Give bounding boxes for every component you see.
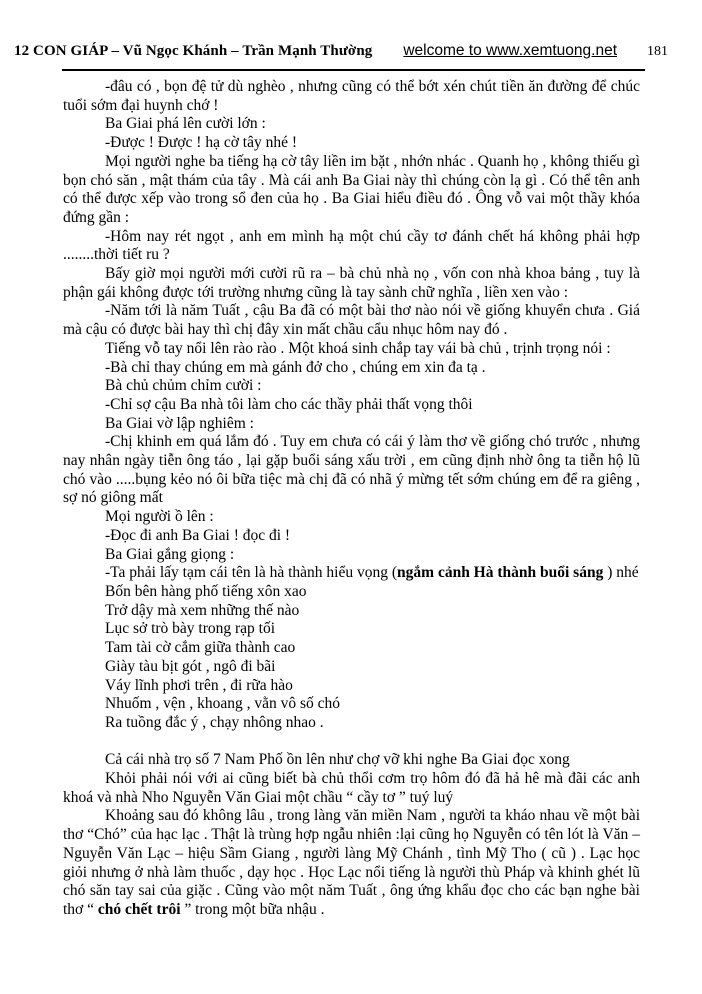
poem-line: Lục sở trò bày trong rạp tối: [105, 620, 276, 638]
paragraph: Khỏi phải nói với ai cũng biết bà chủ thổi cơm trọ hôm đó đã hả hê mà đãi các anh khoá và nhà Nho Nguyễn Văn Giai một chầu “ cầy tơ ” tuý luý: [63, 770, 640, 806]
paragraph: Ba Giai gắng giọng :: [105, 545, 235, 563]
paragraph: Cả cái nhà trọ số 7 Nam Phố ồn lên như chợ vỡ khi nghe Ba Giai đọc xong: [105, 751, 570, 769]
paragraph: -Đọc đi anh Ba Giai ! đọc đi !: [105, 526, 291, 544]
paragraph: Tiếng vỗ tay nổi lên rào rào . Một khoá sinh chắp tay vái bà chủ , trịnh trọng nói :: [105, 339, 611, 357]
poem-line: Trở dậy mà xem những thế nào: [105, 601, 300, 619]
page-number: 181: [647, 44, 668, 59]
paragraph: -Chị khinh em quá lắm đó . Tuy em chưa có cái ý làm thơ về giống chó trước , nhưng nay nhân ngày tiễn ông táo , lại gặp buổi sáng xấu trời , em cũng định nhờ ông ta tiễn hộ lũ chó vào .....bụng kẻo nó ôi bữa tiệc mà chị đã có nhã ý mừng tết sớm chúng em để ra giêng , sợ nó giông mất: [63, 433, 640, 507]
paragraph: Bà chủ chủm chỉm cười :: [105, 377, 262, 395]
paragraph: -đâu có , bọn đệ tử dù nghèo , nhưng cũng có thể bớt xén chút tiền ăn đường để chúc tuổi sớm đại huynh chớ !: [63, 78, 640, 114]
website-link[interactable]: welcome to www.xemtuong.net: [403, 42, 617, 59]
paragraph: -Ta phải lấy tạm cái tên là hà thành hiểu vọng (ngắm cảnh Hà thành buổi sáng ) nhé: [105, 564, 639, 582]
paragraph: -Được ! Được ! hạ cờ tây nhé !: [105, 134, 298, 152]
paragraph: Bấy giờ mọi người mới cười rũ ra – bà chủ nhà nọ , vốn con nhà khoa bảng , tuy là phận gái không được tới trường nhưng cũng là tay sành chữ nghĩa , liền xen vào :: [63, 265, 640, 301]
poem-line: Tam tài cờ cắm giữa thành cao: [105, 639, 296, 657]
paragraph: -Chỉ sợ cậu Ba nhà tôi làm cho các thầy phải thất vọng thôi: [105, 395, 473, 413]
paragraph: Mọi người ồ lên :: [105, 508, 214, 526]
paragraph: -Năm tới là năm Tuất , cậu Ba đã có một bài thơ nào nói về giống khuyển chưa . Giá mà cậu có được bài hay thì chị đây xin mất chầu cẩu nhục hôm nay đó .: [63, 302, 640, 339]
paragraph: -Bà chỉ thay chúng em mà gánh đở cho , chúng em xin đa tạ .: [105, 358, 486, 376]
paragraph: Ba Giai vờ lập nghiêm :: [105, 414, 254, 432]
book-title: 12 CON GIÁP – Vũ Ngọc Khánh – Trần Mạnh Thường: [14, 43, 373, 59]
header-divider: [62, 69, 645, 71]
poem-line: Giày tàu bịt gót , ngô đi bãi: [105, 657, 276, 675]
poem-line: Váy lĩnh phơi trên , đi rữa hào: [105, 676, 293, 694]
paragraph: Khoảng sau đó không lâu , trong làng văn miền Nam , người ta kháo nhau về một bài thơ “Chó” của hạc lạc . Thật là trùng hợp ngẫu nhiên :lại cũng họ Nguyễn có tên lót là Văn – Nguyễn Văn Lạc – hiệu Sầm Giang , người làng Mỹ Chánh , tình Mỹ Tho ( cũ ) . Lạc học giỏi nhưng ở nhà làm thuốc , dạy học . Học Lạc nổi tiếng là người thù Pháp và khinh ghét lũ chó săn tay sai của giặc . Cũng vào một năm Tuất , ông ứng khẩu đọc cho các bạn nghe bài thơ “ chó chết trôi ” trong một bữa nhậu .: [63, 807, 640, 918]
page-header: [0, 0, 702, 60]
body-text: [63, 78, 640, 920]
poem-line: Bốn bên hàng phố tiếng xôn xao: [105, 582, 307, 600]
poem-line: Ra tuồng đắc ý , chạy nhông nhao .: [105, 713, 324, 731]
paragraph-spacer: [63, 733, 640, 752]
poem-line: Nhuốm , vện , khoang , vằn vô số chó: [105, 695, 341, 713]
paragraph: Mọi người nghe ba tiếng hạ cờ tây liền im bặt , nhớn nhác . Quanh họ , không thiếu gì bọn chó săn , mật thám của tây . Mà cái anh Ba Giai này thì chúng còn lạ gì . Có thể tên anh có thể được xếp vào trong sổ đen của họ . Ba Giai hiểu điều đó . Ông vỗ vai một thầy khóa đứng gần :: [63, 152, 640, 226]
paragraph: -Hôm nay rét ngọt , anh em mình hạ một chú cầy tơ đánh chết há không phải hợp ........thời tiết ru ?: [63, 227, 640, 264]
paragraph: Ba Giai phá lên cười lớn :: [105, 115, 266, 133]
